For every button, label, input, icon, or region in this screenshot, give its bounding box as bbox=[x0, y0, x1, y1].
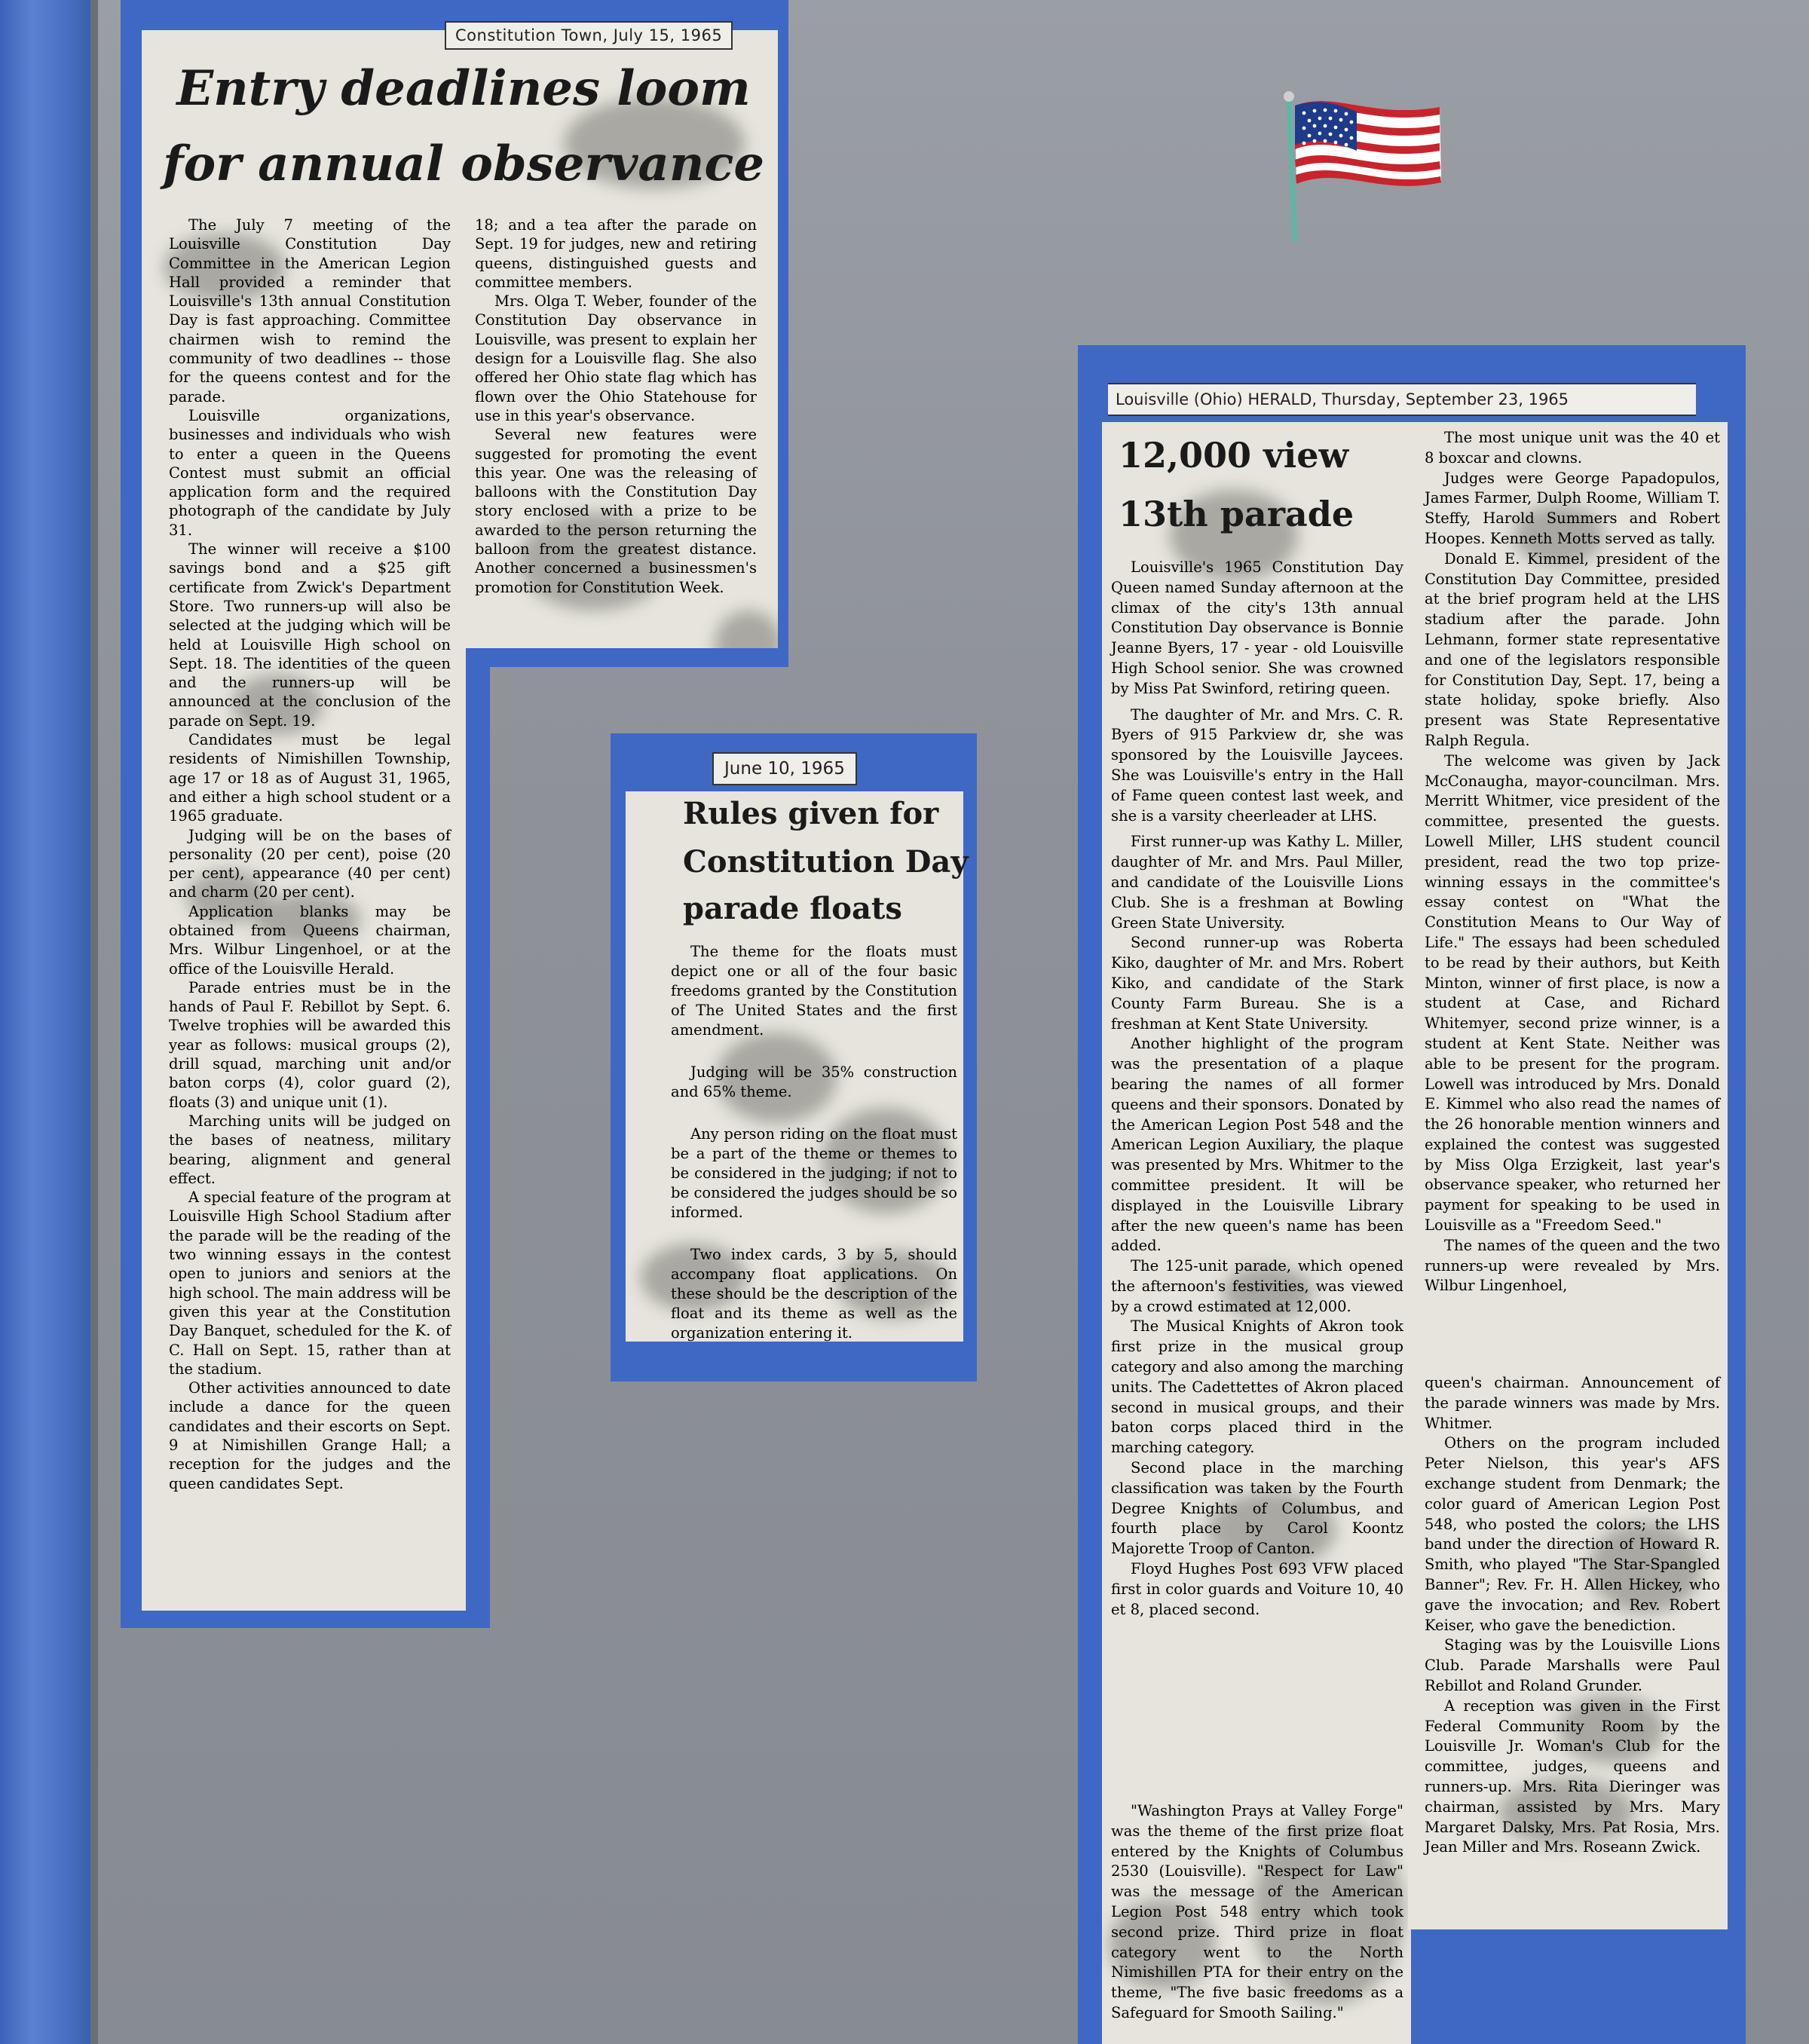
article1-paragraph: Mrs. Olga T. Weber, founder of the Constitution Day observance in Louisville, was present to explain her design for a Louisville flag. She also offered her Ohio state flag which has flown over the Ohio Statehouse for use in this year's observance. bbox=[475, 292, 757, 424]
article1-paragraph: Marching units will be judged on the bases of neatness, military bearing, alignment and general effect. bbox=[169, 1112, 451, 1187]
article3-paragraph: The most unique unit was the 40 et 8 boxcar and clowns. bbox=[1425, 429, 1720, 467]
article3-paragraph: A reception was given in the First Federal Community Room by the Louisville Jr. Woman's Club for the committee, judges, queens and runners-up. Mrs. Rita Dieringer was chairman, assisted by Mrs. Mary Margaret Dalsky, Mrs. Pat Rosia, Mrs. Jean Miller and Mrs. Roseann Zwick. bbox=[1425, 1697, 1720, 1856]
article2-body bbox=[671, 942, 957, 1343]
article2-dateline: June 10, 1965 bbox=[712, 752, 857, 785]
binding-edge bbox=[90, 0, 98, 2044]
article3-paragraph: Others on the program included Peter Nielson, this year's AFS exchange student from Denmark; the color guard of American Legion Post 548, who posted the colors; the LHS band under the direction of Howard R. Smith, who played "The Star-Spangled Banner"; Rev. Fr. H. Allen Hickey, who gave the invocation; and Rev. Robert Keiser, who gave the benediction. bbox=[1425, 1434, 1720, 1634]
article3-paragraph: Staging was by the Louisville Lions Club. Parade Marshalls were Paul Rebillot and Roland Grunder. bbox=[1425, 1636, 1720, 1694]
article3-column2 bbox=[1425, 428, 1720, 1296]
article1-paragraph: Louisville organizations, businesses and individuals who wish to enter a queen in the Queens Contest must submit an official application form and the required photograph of the candidate by July 31. bbox=[169, 406, 451, 539]
article1-dateline: Constitution Town, July 15, 1965 bbox=[445, 21, 733, 50]
article1-paragraph: Application blanks may be obtained from Queens chairman, Mrs. Wilbur Lingenhoel, or at the office of the Louisville Herald. bbox=[169, 902, 451, 978]
article1-paragraph: Parade entries must be in the hands of Paul F. Rebillot by Sept. 6. Twelve trophies will be awarded this year as follows: musical groups (2), drill squad, marching unit and/or baton corps (4), color guard (2), floats (3) and unique unit (1). bbox=[169, 978, 451, 1111]
article2-headline-line1: Rules given for bbox=[683, 796, 939, 831]
article1-column1 bbox=[169, 216, 451, 1493]
article2-paragraph: Two index cards, 3 by 5, should accompany float applications. On these should be the description of the float and its theme as well as the organization entering it. bbox=[671, 1246, 957, 1342]
article1-paragraph: The July 7 meeting of the Louisville Constitution Day Committee in the American Legion Hall provided a reminder that Louisville's 13th annual Constitution Day is fast approaching. Committee chairmen wish to remind the community of two deadlines -- those for the queens contest and for the parade. bbox=[169, 216, 451, 405]
article3-paragraph: queen's chairman. Announcement of the parade winners was made by Mrs. Whitmer. bbox=[1425, 1374, 1720, 1432]
article3-paragraph: Another highlight of the program was the presentation of a plaque bearing the names of all former queens and their sponsors. Donated by the American Legion Post 548 and the American Legion Auxiliary, the plaque was presented by Mrs. Whitmer to the committee president. It will be displayed in the Louisville Library after the new queen's name has been added. bbox=[1111, 1035, 1403, 1255]
article3-paragraph: The names of the queen and the two runners-up were revealed by Mrs. Wilbur Lingenhoel, bbox=[1425, 1236, 1720, 1295]
article3-paragraph: The daughter of Mr. and Mrs. C. R. Byers of 915 Parkview dr, she was sponsored by the Louisville Jaycees. She was Louisville's entry in the Hall of Fame queen contest last week, and she is a varsity cheerleader at LHS. bbox=[1111, 705, 1403, 825]
article3-paragraph: Donald E. Kimmel, president of the Constitution Day Committee, presided at the brief program held at the LHS stadium after the parade. John Lehmann, former state representative and one of the legislators responsible for Constitution Day, Sept. 17, being a state holiday, spoke briefly. Also present was State Representative Ralph Regula. bbox=[1425, 549, 1720, 749]
article1-paragraph: A special feature of the program at Louisville High School Stadium after the parade will be the reading of the two winning essays in the contest open to juniors and seniors at the high school. The main address will be given this year at the Constitution Day Banquet, scheduled for the K. of C. Hall on Sept. 15, rather than at the stadium. bbox=[169, 1189, 451, 1378]
article3-headline-line1: 12,000 view bbox=[1119, 435, 1349, 476]
page-binding bbox=[0, 0, 90, 2044]
article1-column2 bbox=[475, 216, 757, 597]
article2-headline-line2: Constitution Day bbox=[683, 844, 969, 880]
article1-headline-line2: for annual observance bbox=[162, 136, 765, 192]
article3-headline-line2: 13th parade bbox=[1119, 494, 1354, 534]
article3-paragraph: The 125-unit parade, which opened the afternoon's festivities, was viewed by a crowd estimated at 12,000. bbox=[1111, 1257, 1403, 1315]
article1-paragraph: Judging will be on the bases of personality (20 per cent), poise (20 per cent), appearance (40 per cent) and charm (20 per cent). bbox=[169, 826, 451, 901]
article3-paragraph: Judges were George Papadopulos, James Farmer, Dulph Roome, William T. Steffy, Harold Summers and Robert Hoopes. Kenneth Motts served as tally. bbox=[1425, 469, 1720, 547]
article3-column2-continued bbox=[1425, 1373, 1720, 1858]
article3-paragraph: The welcome was given by Jack McConaugha, mayor-councilman. Mrs. Merritt Whitmer, vice president of the committee, presented the guests. Lowell Miller, LHS student council president, read the two top prize-winning essays in the committee's essay contest on "What the Constitution Means to Our Way of Life." The essays had been scheduled to be read by their authors, but Keith Minton, winner of first place, is now a student at Case, and Richard Whitemyer, second prize winner, is a student at Kent State. Neither was able to be present for the program. Lowell was introduced by Mrs. Donald E. Kimmel who also read the names of the 26 honorable mention winners and explained the contest was suggested by Miss Olga Erzigkeit, last year's observance speaker, who returned her payment for speaking to be used in Louisville as a "Freedom Seed." bbox=[1425, 751, 1720, 1235]
article1-paragraph: 18; and a tea after the parade on Sept. 19 for judges, new and retiring queens, distinguished guests and committee members. bbox=[475, 216, 757, 291]
article1-paragraph: Candidates must be legal residents of Nimishillen Township, age 17 or 18 as of August 31, 1965, and either a high school student or a 1965 graduate. bbox=[169, 731, 451, 825]
article3-paragraph: Floyd Hughes Post 693 VFW placed first in color guards and Voiture 10, 40 et 8, placed second. bbox=[1111, 1560, 1403, 1618]
article3-paragraph: First runner-up was Kathy L. Miller, daughter of Mr. and Mrs. Paul Miller, and candidate of the Louisville Lions Club. She is a freshman at Bowling Green State University. bbox=[1111, 833, 1403, 932]
article3-paragraph: Second runner-up was Roberta Kiko, daughter of Mr. and Mrs. Robert Kiko, and candidate of the Stark County Farm Bureau. She is a freshman at Kent State University. bbox=[1111, 934, 1403, 1033]
article1-paragraph: The winner will receive a $100 savings bond and a $25 gift certificate from Zwick's Department Store. Two runners-up will also be selected at the judging which will be held at Louisville High school on Sept. 18. The identities of the queen and the runners-up will be announced at the conclusion of the parade on Sept. 19. bbox=[169, 540, 451, 730]
article2-headline-line3: parade floats bbox=[683, 891, 902, 926]
article2-paragraph: Any person riding on the float must be a part of the theme or themes to be considered in the judging; if not to be considered the judges should be so informed. bbox=[671, 1125, 957, 1221]
us-flag-sticker-icon bbox=[1266, 90, 1455, 241]
article1-headline-line1: Entry deadlines loom bbox=[176, 60, 751, 117]
article3-column1 bbox=[1111, 558, 1403, 1620]
article3-column1-continued bbox=[1111, 1801, 1403, 2024]
article3-masthead: Louisville (Ohio) HERALD, Thursday, September 23, 1965 bbox=[1108, 383, 1696, 416]
article3-paragraph: "Washington Prays at Valley Forge" was the theme of the first prize float entered by the Knights of Columbus 2530 (Louisville). "Respect for Law" was the message of the American Legion Post 548 entry which took second prize. Third prize in float category went to the North Nimishillen PTA for their entry on the theme, "The five basic freedoms as a Safeguard for Smooth Sailing." bbox=[1111, 1802, 1403, 2021]
article2-paragraph: The theme for the floats must depict one or all of the four basic freedoms granted by the Constitution of The United States and the first amendment. bbox=[671, 943, 957, 1039]
article3-paragraph: Second place in the marching classification was taken by the Fourth Degree Knights of Columbus, and fourth place by Carol Koontz Majorette Troop of Canton. bbox=[1111, 1459, 1403, 1558]
article2-paragraph: Judging will be 35% construction and 65% theme. bbox=[671, 1063, 957, 1100]
article3-paragraph: Louisville's 1965 Constitution Day Queen named Sunday afternoon at the climax of the city's 13th annual Constitution Day observance is Bonnie Jeanne Byers, 17 - year - old Louisville High School senior. She was crowned by Miss Pat Swinford, retiring queen. bbox=[1111, 558, 1403, 697]
article1-paragraph: Several new features were suggested for promoting the event this year. One was the releasing of balloons with the Constitution Day story enclosed with a prize to be awarded to the person returning the balloon from the greatest distance. Another concerned a businessmen's promotion for Constitution Week. bbox=[475, 426, 757, 596]
article1-paragraph: Other activities announced to date include a dance for the queen candidates and their escorts on Sept. 9 at Nimishillen Grange Hall; a reception for the judges and the queen candidates Sept. bbox=[169, 1379, 451, 1492]
article3-paragraph: The Musical Knights of Akron took first prize in the musical group category and also among the marching units. The Cadettettes of Akron placed second in musical groups, and their baton corps placed third in the marching category. bbox=[1111, 1317, 1403, 1457]
